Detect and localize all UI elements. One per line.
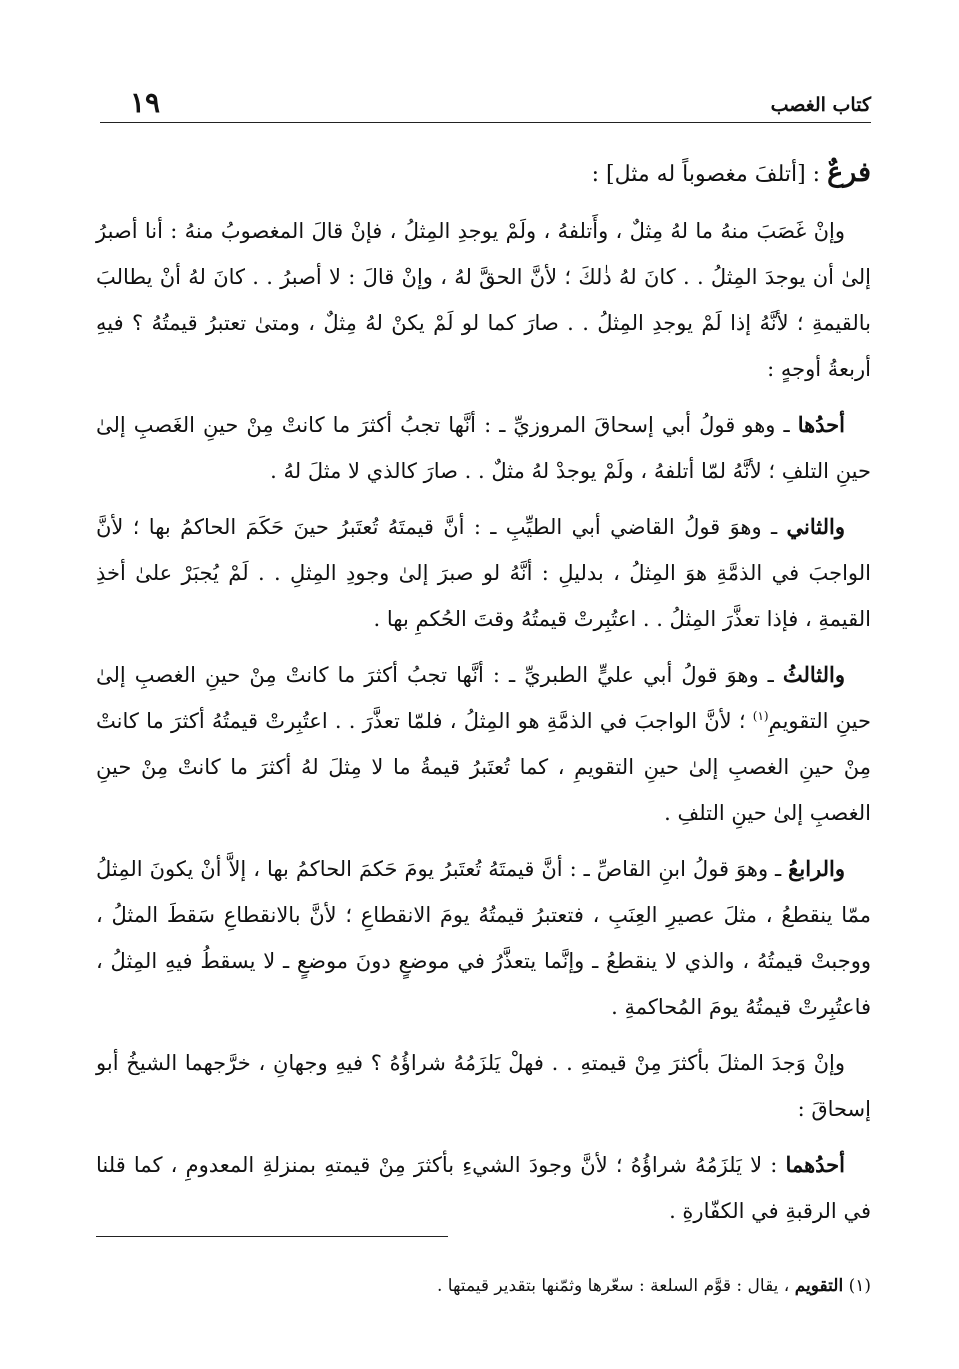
page-body [96,150,871,1244]
paragraph-text: ـ وهوَ قولُ القاضي أبي الطيِّبِ ـ : أنَّ قيمتَهُ تُعتَبرُ حينَ حَكَمَ الحاكمُ بها ؛ لأنَّ الواجبَ في الذمَّةِ هوَ المِثلُ ، بدليلِ : أنَّهُ لو صبرَ إلىٰ وجودِ المِثلِ . . لَمْ يُجبَرْ علىٰ أخذِ القيمةِ ، فإذا تعذَّرَ المِثلُ . . اعتُبِرتْ قيمتُهُ وقتَ الحُكمِ بها . [96,515,871,631]
paragraph-higher-price [96,1040,871,1132]
footnote-reference[interactable]: (١) [752,709,769,723]
paragraph-text: وإنْ غَصَبَ منهُ ما لهُ مِثلٌ ، وأَتلفهُ ، ولَمْ يوجدِ المِثلُ ، فإنْ قالَ المغصوبُ منهُ : أنا أصبرُ إلىٰ أن يوجدَ المِثلُ . . كانَ لهُ ذٰلكَ ؛ لأنَّ الحقَّ لهُ ، وإنْ قالَ : لا أصبرُ . . كانَ لهُ أنْ يطالبَ بالقيمةِ ؛ لأنَّهُ إذا لَمْ يوجدِ المِثلُ . . صارَ كما لو لَمْ يكنْ لهُ مِثلٌ ، ومتىٰ تعتبرُ قيمتُهُ ؟ فيهِ أربعةُ أوجهٍ : [96,219,871,381]
footnote-divider [96,1236,448,1237]
footnote-text: ، يقال : قوَّم السلعة : سعّرها وثمّنها بتقدير قيمتها . [436,1276,790,1296]
section-title: : [أتلفَ مغصوباً له مثل] : [591,162,821,187]
paragraph-lead: والثالثُ [782,662,845,687]
section-heading [96,150,871,198]
running-title: كتاب الغصب [770,94,871,116]
page-header [100,82,871,123]
footnote [96,1272,871,1300]
paragraph-lead: أحدُهما [785,1152,845,1177]
paragraph-intro [96,208,871,392]
footnote-number: (١) [848,1276,871,1296]
paragraph-text: ـ وهو قولُ أبي إسحاقَ المروزيِّ ـ : أنَّها تجبُ أكثرَ ما كانتْ مِنْ حينِ الغَصبِ إلىٰ حينِ التلفِ ؛ لأنَّهُ لمّا أتلفهُ ، ولَمْ يوجدْ لهُ مثلٌ . . صارَ كالذي لا مثلَ لهُ . [96,413,871,483]
paragraph-text: : لا يَلزَمُهُ شراؤُهُ ؛ لأنَّ وجودَ الشيءِ بأكثرَ مِنْ قيمتهِ بمنزلةِ المعدومِ ، كما قلنا في الرقبةِ في الكفّارةِ . [96,1153,871,1223]
paragraph-text: وإنْ وَجدَ المثلَ بأكثرَ مِنْ قيمتهِ . . فهلْ يَلزَمُهُ شراؤُهُ ؟ فيهِ وجهانِ ، خرَّجهما الشيخُ أبو إسحاقَ : [96,1051,871,1121]
paragraph-text: ـ وهوَ قولُ أبي عليٍّ الطبريِّ ـ : أنَّها تجبُ أكثرَ ما كانتْ مِنْ حينِ الغصبِ إلىٰ حينِ التقويمِ [96,663,871,733]
page-number: ١٩ [130,86,161,119]
paragraph-lead: والثاني [786,514,845,539]
paragraph-lead: أحدُها [797,412,845,437]
paragraph-first-opinion [96,1142,871,1234]
footnote-term: التقويم [794,1276,844,1296]
paragraph-text-continued: ؛ لأنَّ الواجبَ في الذمَّةِ هو المِثلُ ، فلمّا تعذَّرَ . . اعتُبِرتْ قيمتُهُ أكثرَ ما كانتْ مِنْ حينِ الغصبِ إلىٰ حينِ التقويمِ ، كما تُعتَبرُ قيمةُ ما لا مِثلَ لهُ أكثرَ ما كانتْ مِنْ حينِ الغصبِ إلىٰ حينِ التلفِ . [96,709,871,825]
paragraph-third-view [96,652,871,836]
paragraph-first-view [96,402,871,494]
paragraph-second-view [96,504,871,642]
section-label: فرعٌ [827,157,871,188]
paragraph-fourth-view [96,846,871,1030]
paragraph-text: ـ وهوَ قولُ ابنِ القاصِّ ـ : أنَّ قيمتَهُ تُعتَبرُ يومَ حَكمَ الحاكمُ بها ، إلاَّ أنْ يكونَ المِثلُ ممّا ينقطعُ ، مثلَ عصيرِ العِنَبِ ، فتعتبرُ قيمتُهُ يومَ الانقطاعِ ؛ لأنَّ بالانقطاعِ سَقطَ المثلُ ، ووجبتْ قيمتُهُ ، والذي لا ينقطعُ ـ وإنَّما يتعذَّرُ في موضعٍ دونَ موضعٍ ـ لا يسقطُ فيهِ المِثلُ ، فاعتُبِرتْ قيمتُهُ يومَ المُحاكمةِ . [96,857,871,1019]
paragraph-lead: والرابعُ [788,856,845,881]
